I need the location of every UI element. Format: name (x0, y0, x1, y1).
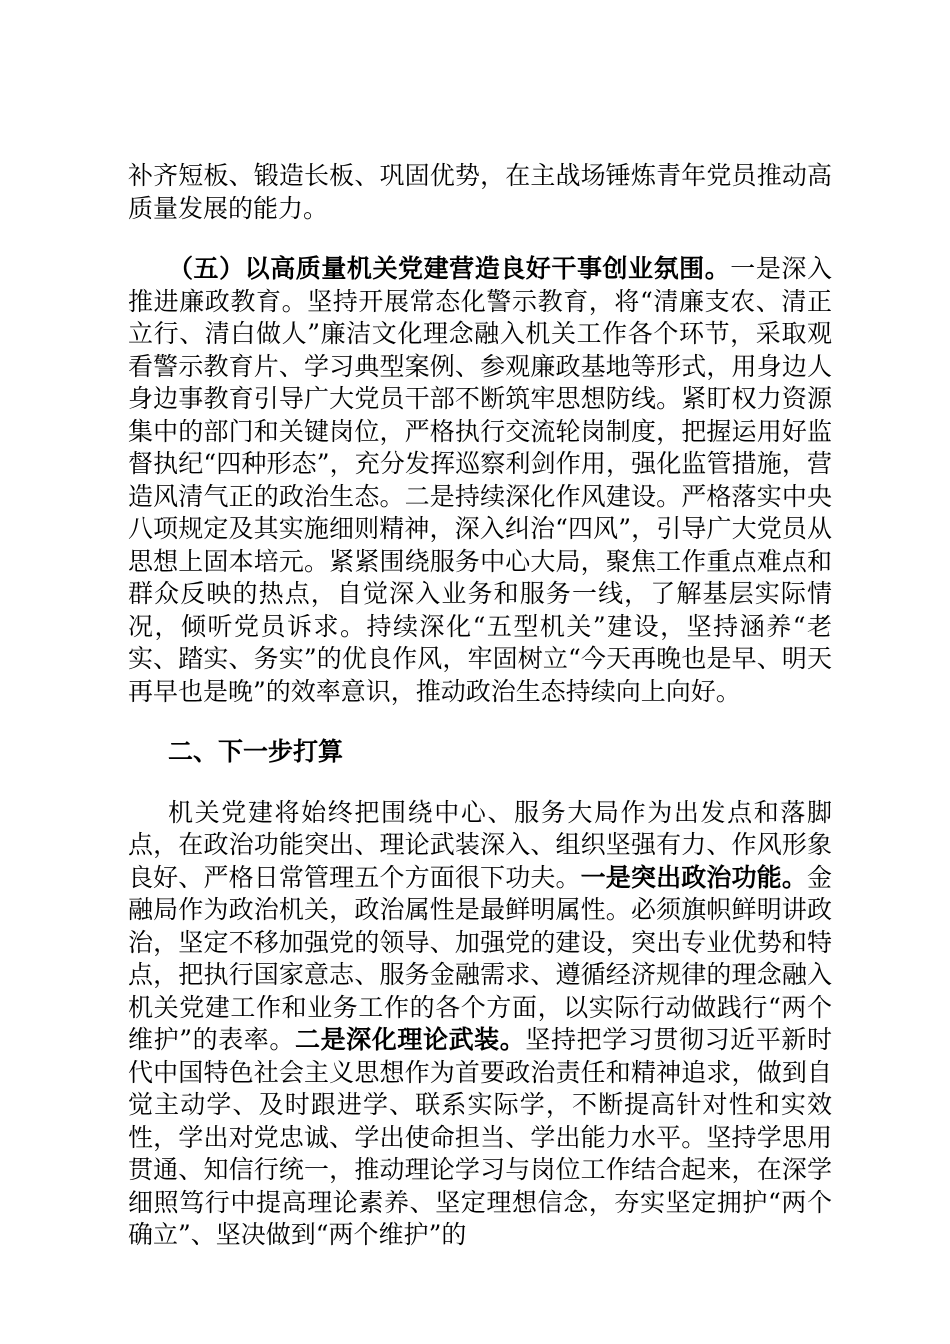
paragraph-3-text-e: 坚持把学习贯彻习近平新时代中国特色社会主义思想作为首要政治责任和精神追求，做到自觉主动学、及时跟进学、联系实际学，不断提高针对性和实效性，学出对党忠诚、学出使命担当、学出能力水平。坚持学思用贯通、知信行统一，推动理论学习与岗位工作结合起来，在深学细照笃行中提高理论素养、坚定理想信念，夯实坚定拥护“两个确立”、坚决做到“两个维护”的 (128, 1025, 832, 1249)
paragraph-3-text-a: 机关党建将始终把围绕中心、服务大局作为出发点和落脚点，在政治功能突出、理论武装深入、组织坚强有力、作风形象良好、严格日常管理五个方面很下功夫。 (128, 797, 832, 892)
paragraph-3 (128, 797, 832, 1252)
paragraph-1-text: 补齐短板、锻造长板、巩固优势，在主战场锤炼青年党员推动高质量发展的能力。 (128, 161, 832, 223)
paragraph-3-text-c: 金融局作为政治机关，政治属性是最鲜明属性。必须旗帜鲜明讲政治，坚定不移加强党的领导、加强党的建设，突出专业优势和特点，把执行国家意志、服务金融需求、遵循经济规律的理念融入机关党建工作和业务工作的各个方面，以实际行动做践行“两个维护”的表率。 (128, 862, 832, 1054)
paragraph-2-text: 一是深入推进廉政教育。坚持开展常态化警示教育，将“清廉支农、清正立行、清白做人”廉洁文化理念融入机关工作各个环节，采取观看警示教育片、学习典型案例、参观廉政基地等形式，用身边人身边事教育引导广大党员干部不断筑牢思想防线。紧盯权力资源集中的部门和关键岗位，严格执行交流轮岗制度，把握运用好监督执纪“四种形态”，充分发挥巡察利剑作用，强化监管措施，营造风清气正的政治生态。二是持续深化作风建设。严格落实中央八项规定及其实施细则精神，深入纠治“四风”，引导广大党员从思想上固本培元。紧紧围绕服务中心大局，聚焦工作重点难点和群众反映的热点，自觉深入业务和服务一线，了解基层实际情况，倾听党员诉求。持续深化“五型机关”建设，坚持涵养“老实、踏实、务实”的优良作风，牢固树立“今天再晚也是早、明天再早也是晚”的效率意识，推动政治生态持续向上向好。 (128, 254, 832, 706)
section-heading: 二、下一步打算 (168, 737, 344, 766)
paragraph-1 (128, 160, 832, 225)
section-5-title: （五）以高质量机关党建营造良好干事创业氛围。 (168, 254, 731, 283)
paragraph-2 (128, 253, 832, 708)
document-page (128, 160, 832, 1252)
point-2-title: 二是深化理论武装。 (294, 1025, 526, 1054)
point-1-title: 一是突出政治功能。 (580, 862, 807, 892)
